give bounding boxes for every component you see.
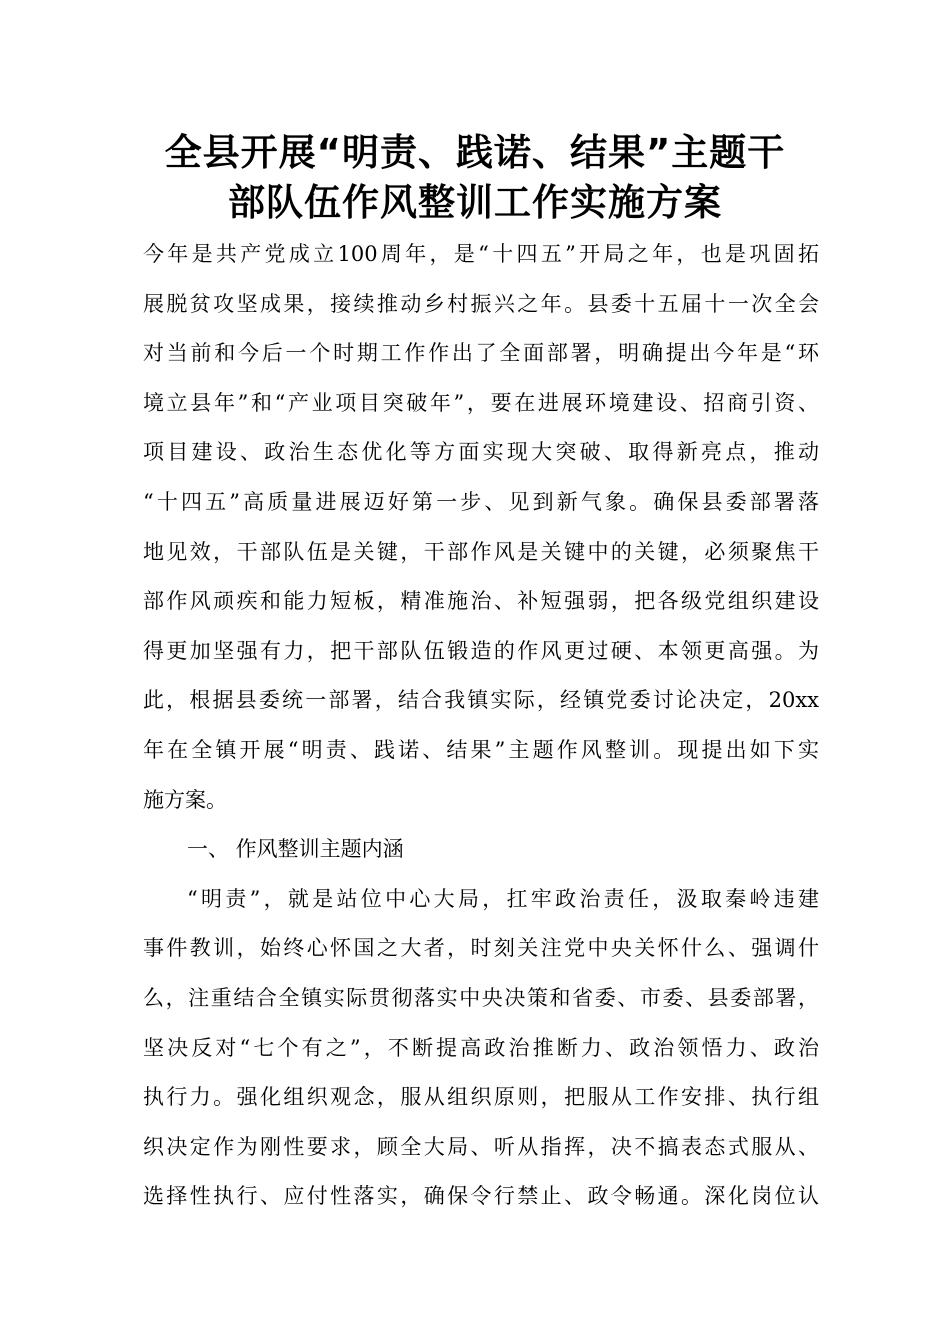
title-line: 全县开展“明责、践诺、结果”主题干 bbox=[164, 131, 786, 174]
text-line: 此，根据县委统一部署，结合我镇实际，经镇党委讨论决定，20xx bbox=[143, 688, 819, 713]
text-line: 对当前和今后一个时期工作作出了全面部署，明确提出今年是“环 bbox=[143, 341, 819, 366]
text-line: 今年是共产党成立100周年，是“十四五”开局之年，也是巩固拓 bbox=[143, 242, 819, 266]
document-body bbox=[143, 230, 819, 1222]
text-line: 得更加坚强有力，把干部队伍锻造的作风更过硬、本领更高强。为 bbox=[143, 638, 819, 663]
text-line: 展脱贫攻坚成果，接续推动乡村振兴之年。县委十五届十一次全会 bbox=[143, 291, 819, 316]
text-line: 坚决反对“七个有之”，不断提高政治推断力、政治领悟力、政治 bbox=[143, 1035, 819, 1060]
text-line: 事件教训，始终心怀国之大者，时刻关注党中央关怀什么、强调什 bbox=[143, 936, 819, 961]
intro-paragraph bbox=[143, 230, 819, 825]
text-line: 项目建设、政治生态优化等方面实现大突破、取得新亮点，推动 bbox=[143, 440, 819, 465]
text-line: 地见效，干部队伍是关键，干部作风是关键中的关键，必须聚焦干 bbox=[143, 539, 819, 564]
section-paragraph bbox=[143, 875, 819, 1222]
text-line: “明责”，就是站位中心大局，扛牢政治责任，汲取秦岭违建 bbox=[187, 886, 819, 911]
section-heading: 一、 作风整训主题内涵 bbox=[187, 837, 404, 862]
document-title bbox=[120, 128, 830, 228]
text-line: 部作风顽疾和能力短板，精准施治、补短强弱，把各级党组织建设 bbox=[143, 589, 819, 614]
text-line: 么，注重结合全镇实际贯彻落实中央决策和省委、市委、县委部署， bbox=[143, 985, 819, 1010]
text-line: 选择性执行、应付性落实，确保令行禁止、政令畅通。深化岗位认 bbox=[143, 1184, 819, 1209]
text-line: 执行力。强化组织观念，服从组织原则，把服从工作安排、执行组 bbox=[143, 1085, 819, 1110]
text-line: 施方案。 bbox=[143, 787, 227, 812]
title-line: 部队伍作风整训工作实施方案 bbox=[228, 181, 722, 224]
text-line: 织决定作为刚性要求，顾全大局、听从指挥，决不搞表态式服从、 bbox=[143, 1134, 819, 1159]
text-line: 境立县年”和“产业项目突破年”，要在进展环境建设、招商引资、 bbox=[143, 390, 819, 415]
text-line: “十四五”高质量进展迈好第一步、见到新气象。确保县委部署落 bbox=[143, 489, 819, 514]
text-line: 年在全镇开展“明责、践诺、结果”主题作风整训。现提出如下实 bbox=[143, 737, 819, 762]
